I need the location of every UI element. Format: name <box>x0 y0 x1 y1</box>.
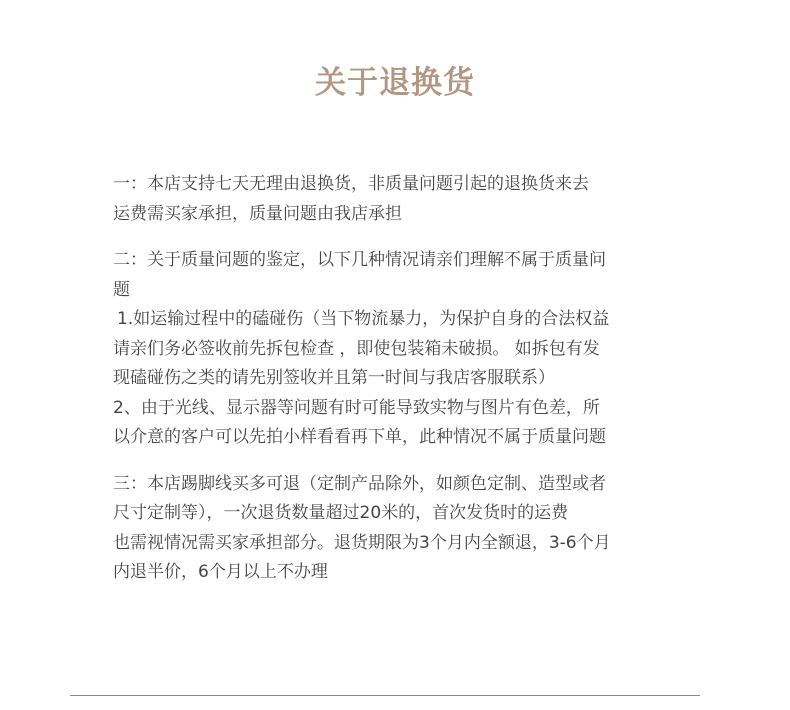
text-line: 内退半价，6个月以上不办理 <box>113 562 328 582</box>
text-line: 一：本店支持七天无理由退换货，非质量问题引起的退换货来去 <box>113 174 589 194</box>
text-line: 2、由于光线、显示器等问题有时可能导致实物与图片有色差，所 <box>113 397 600 418</box>
text-line: 尺寸定制等），一次退货数量超过20米的，首次发货时的运费 <box>113 503 569 523</box>
text-line: 三：本店踢脚线买多可退（定制产品除外，如颜色定制、造型或者 <box>113 473 606 494</box>
policy-section-3 <box>113 470 673 588</box>
policy-section-1 <box>113 170 673 229</box>
text-line: 现磕碰伤之类的请先别签收并且第一时间与我店客服联系） <box>113 368 555 388</box>
text-line: 也需视情况需买家承担部分。退货期限为3个月内全额退，3-6个月 <box>113 532 611 553</box>
text-line: 请亲们务必签收前先拆包检查 ，即使包装箱未破损。 如拆包有发 <box>113 338 600 359</box>
text-line: 二：关于质量问题的鉴定，以下几种情况请亲们理解不属于质量问 <box>113 250 606 270</box>
return-policy-text <box>113 170 673 588</box>
text-line: 1.如运输过程中的磕碰伤（当下物流暴力，为保护自身的合法权益 <box>117 309 610 329</box>
policy-section-2 <box>113 246 673 453</box>
text-line: 题 <box>113 279 130 300</box>
bottom-divider <box>70 695 700 696</box>
text-line: 以介意的客户可以先拍小样看看再下单，此种情况不属于质量问题 <box>113 427 606 447</box>
page-title: 关于退换货 <box>315 65 475 101</box>
text-line: 运费需买家承担，质量问题由我店承担 <box>113 203 402 224</box>
